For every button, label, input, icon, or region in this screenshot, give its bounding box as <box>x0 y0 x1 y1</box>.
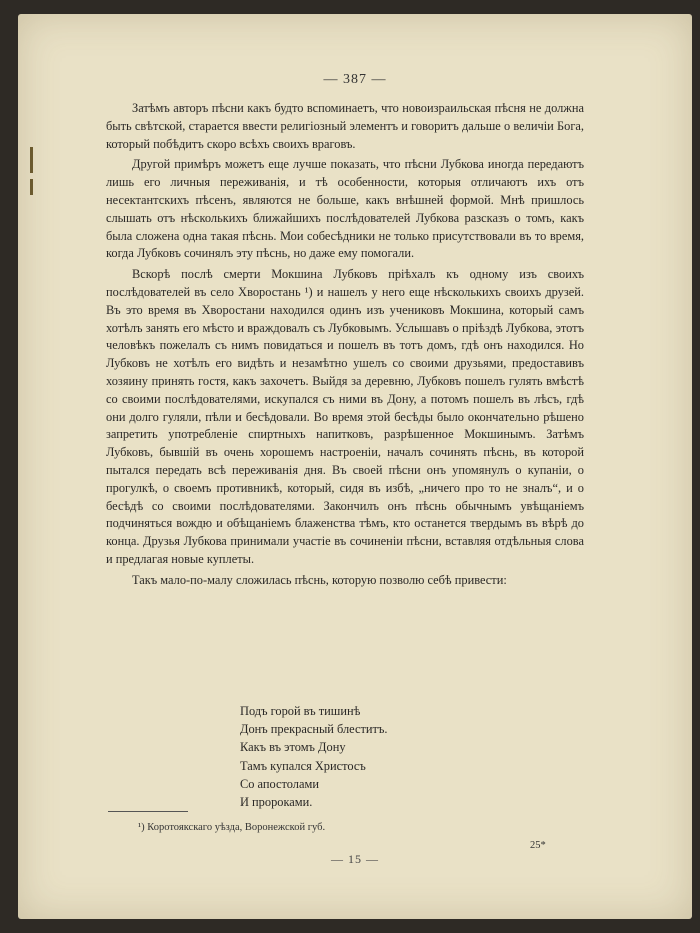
verse-line: Тамъ купался Христосъ <box>240 758 366 773</box>
binding-mark <box>30 179 33 195</box>
body-text <box>106 100 584 593</box>
footnote-divider <box>108 811 188 812</box>
footnote: ¹) Коротоякскаго уѣзда, Воронежской губ. <box>138 822 326 833</box>
paragraph: Затѣмъ авторъ пѣсни какъ будто вспоминаетъ, что новоизраильская пѣсня не должна быть свѣтской, старается ввести религіозный элементъ и говоритъ дальше о величіи Бога, который побѣдитъ скоро всѣхъ своихъ враговъ. <box>106 101 584 151</box>
paragraph: Другой примѣръ можетъ еще лучше показать, что пѣсни Лубкова иногда передаютъ лишь его личныя переживанія, и тѣ особенности, которыя отличаютъ ихъ отъ несектантскихъ пѣсенъ, являются не больше, какъ внѣшней формой. Мнѣ пришлось слышать отъ нѣсколькихъ ближайшихъ послѣдователей Лубкова разсказъ о томъ, какъ была сложена одна такая пѣснь. Мои собесѣдники не только присутствовали въ то время, когда Лубковъ сочинялъ эту пѣснь, но даже ему помогали. <box>106 157 584 261</box>
verse-block <box>240 702 387 811</box>
paragraph: Такъ мало-по-малу сложилась пѣснь, которую позволю себѣ привести: <box>132 572 507 587</box>
verse-line: И пророками. <box>240 795 313 810</box>
paragraph: Вскорѣ послѣ смерти Мокшина Лубковъ пріѣхалъ къ одному изъ своихъ послѣдователей въ село Хворостань ¹) и нашелъ у него еще нѣсколькихъ своихъ друзей. Въ это время въ Хворостани находился одинъ изъ учениковъ Мокшина, который самъ хотѣлъ занять его мѣсто и враждовалъ съ Лубковымъ. Услышавъ о пріѣздѣ Лубкова, этотъ человѣкъ пожелалъ съ нимъ повидаться и пошелъ въ тотъ домъ, гдѣ онъ находился. Но Лубковъ не хотѣлъ его видѣть и незамѣтно ушелъ со своими друзьями, предоставивъ хозяину принять гостя, какъ захочетъ. Выйдя за деревню, Лубковъ пошелъ гулять вмѣстѣ со своими послѣдователями, искупался съ ними въ Дону, а потомъ пошелъ въ лѣсъ, гдѣ они долго гуляли, пѣли и бесѣдовали. Во время этой бесѣды было окончательно рѣшено запретить употребленіе спиртныхъ напитковъ, разрѣшенное Мокшинымъ. Затѣмъ Лубковъ, бывшій въ очень хорошемъ настроеніи, началъ сочинять пѣснь, въ которой пытался передать всѣ переживанія дня. Въ своей пѣсни онъ упомянулъ о купаніи, о прогулкѣ, о своемъ противникѣ, который, сидя въ избѣ, „ничего про то не зналъ“, и о бесѣдѣ со своими послѣдователями. Закончилъ онъ пѣснь обычнымъ увѣщаніемъ подчиняться вождю и обѣщаніемъ блаженства тѣмъ, кто останется твердымъ въ вѣрѣ до конца. Друзья Лубкова принимали участіе въ сочиненіи пѣсни, вставляя отдѣльныя слова и предлагая новые куплеты. <box>106 267 584 566</box>
page-number-bottom: — 15 — <box>331 852 379 866</box>
verse-line: Со апостолами <box>240 776 319 791</box>
page-number-top: — 387 — <box>323 72 387 87</box>
verse-line: Донъ прекрасный блеститъ. <box>240 722 388 737</box>
document-page <box>18 14 692 919</box>
signature-mark: 25* <box>530 840 546 851</box>
verse-line: Какъ въ этомъ Дону <box>240 740 346 755</box>
binding-mark <box>30 147 33 173</box>
verse-line: Подъ горой въ тишинѣ <box>240 704 361 718</box>
